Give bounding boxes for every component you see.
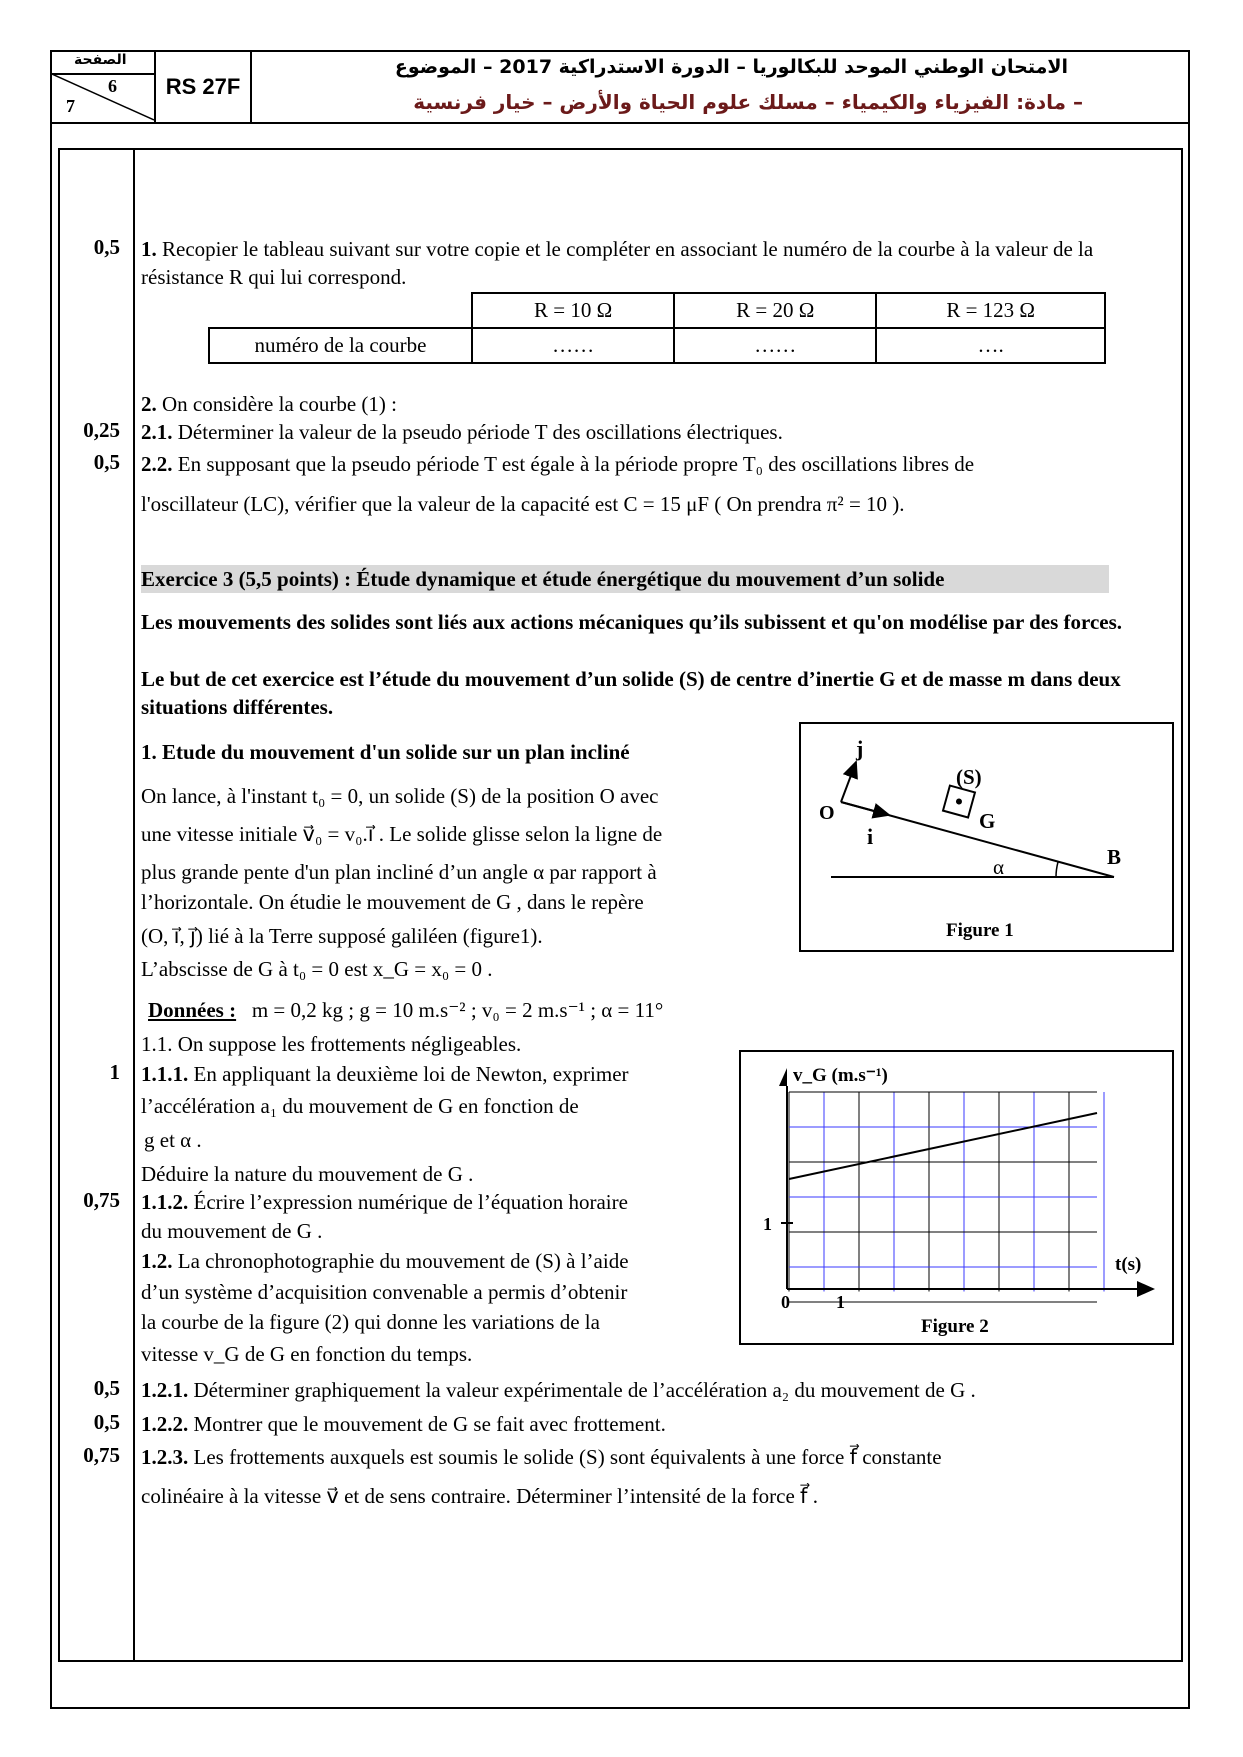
j-vector-arrow — [841, 762, 856, 802]
label-S: (S) — [956, 765, 982, 789]
page-total: 7 — [66, 96, 75, 116]
part-1-line: L’abscisse de G à t₀ = 0 est x_G = x₀ = 0 . — [141, 957, 493, 981]
figure-2 — [739, 1050, 1174, 1345]
question-2-2-line2: l'oscillateur (LC), vérifier que la valeur de la capacité est C = 15 μF ( On prendra π² = 10 ). — [141, 492, 905, 516]
page-number: 6 — [108, 76, 117, 96]
exercise-3-intro-1: Les mouvements des solides sont liés aux actions mécaniques qu’ils subissent et qu'on modélise par des forces. — [141, 610, 1123, 634]
chart-grid — [789, 1092, 1104, 1302]
question-1 — [141, 235, 1161, 291]
part-1-line: plus grande pente d'un plan incliné d’un angle α par rapport à — [141, 860, 657, 884]
solid-s-block — [943, 786, 975, 818]
page-label: الصفحة — [74, 52, 127, 68]
label-G: G — [979, 809, 996, 833]
points-q112: 0,75 — [83, 1188, 120, 1212]
question-2-1 — [141, 418, 783, 446]
question-text: Recopier le tableau suivant sur votre copie et le compléter en associant le numéro de la courbe à la valeur de la résistance R qui lui correspond. — [141, 237, 1094, 289]
question-number: 2. — [141, 392, 157, 416]
label-j: j⃗ — [856, 736, 881, 761]
points-q122: 0,5 — [93, 1410, 120, 1434]
question-1-1-2 — [141, 1188, 628, 1216]
label-i: i⃗ — [867, 824, 891, 849]
velocity-line — [789, 1113, 1097, 1179]
question-line: d’un système d’acquisition convenable a permis d’obtenir — [141, 1280, 628, 1304]
question-text: Déterminer graphiquement la valeur expérimentale de l’accélération a₂ du mouvement de G . — [193, 1378, 976, 1402]
donnees-label: Données : — [148, 998, 237, 1022]
question-text: Déterminer la valeur de la pseudo période T des oscillations électriques. — [177, 420, 783, 444]
question-1-2 — [141, 1247, 629, 1275]
part-1-line: (O, i⃗, j⃗) lié à la Terre supposé galiléen (figure1). — [141, 924, 543, 948]
table-header: R = 123 Ω — [876, 293, 1105, 328]
question-number: 2.1. — [141, 420, 173, 444]
points-q123: 0,75 — [83, 1443, 120, 1467]
question-line: Déduire la nature du mouvement de G . — [141, 1162, 474, 1186]
i-vector-arrow — [841, 802, 889, 815]
donnees-values: m = 0,2 kg ; g = 10 m.s⁻² ; v₀ = 2 m.s⁻¹ ; α = 11° — [251, 998, 664, 1022]
question-number: 1.2. — [141, 1249, 173, 1273]
question-1-1-intro: 1.1. On suppose les frottements négligeables. — [141, 1032, 522, 1056]
part-1-title: 1. Etude du mouvement d'un solide sur un plan incliné — [141, 740, 630, 764]
points-q21: 0,25 — [83, 418, 120, 442]
points-q1: 0,5 — [93, 235, 120, 259]
page-header — [50, 50, 1190, 124]
inclined-plane-diagram — [801, 724, 1172, 950]
question-text: Les frottements auxquels est soumis le solide (S) sont équivalents à une force f⃗ constante — [193, 1445, 942, 1469]
question-2 — [141, 390, 397, 418]
question-line: du mouvement de G . — [141, 1219, 323, 1243]
question-line: la courbe de la figure (2) qui donne les variations de la — [141, 1310, 600, 1334]
question-number: 1.2.1. — [141, 1378, 189, 1402]
page-number-box — [52, 52, 156, 122]
points-q22: 0,5 — [93, 450, 120, 474]
question-1-2-1 — [141, 1376, 976, 1404]
part-1-line: une vitesse initiale v⃗₀ = v₀.i⃗ . Le solide glisse selon la ligne de — [141, 822, 663, 846]
question-line: g et α . — [144, 1128, 202, 1152]
x-tick-label: 1 — [836, 1292, 845, 1312]
question-text: En supposant que la pseudo période T est égale à la période propre T₀ des oscillations libres de — [177, 452, 975, 476]
part-1-line: l’horizontale. On étudie le mouvement de G , dans le repère — [141, 890, 644, 914]
question-number: 1.1.1. — [141, 1062, 189, 1086]
question-text: La chronophotographie du mouvement de (S) à l’aide — [177, 1249, 629, 1273]
question-text: Montrer que le mouvement de G se fait avec frottement. — [193, 1412, 666, 1436]
label-alpha: α — [993, 855, 1005, 879]
part-1-line: On lance, à l'instant t₀ = 0, un solide (S) de la position O avec — [141, 784, 659, 808]
table-header: R = 20 Ω — [674, 293, 876, 328]
question-number: 1. — [141, 237, 157, 261]
table-row-label: numéro de la courbe — [209, 328, 472, 363]
exam-subject: – مادة: الفيزياء والكيمياء – مسلك علوم الحياة والأرض – خيار فرنسية — [413, 90, 1083, 114]
points-column-divider — [133, 148, 135, 1662]
y-axis-label: v_G (m.s⁻¹) — [793, 1065, 888, 1086]
label-B: B — [1107, 845, 1122, 869]
label-O: O — [819, 802, 835, 824]
question-number: 1.2.3. — [141, 1445, 189, 1469]
table-empty-corner — [209, 293, 472, 328]
question-line: vitesse v_G de G en fonction du temps. — [141, 1342, 473, 1366]
question-line: l’accélération a₁ du mouvement de G en fonction de — [141, 1094, 579, 1118]
figure-2-caption: Figure 2 — [921, 1316, 989, 1337]
exam-title: الامتحان الوطني الموحد للبكالوريا – الدورة الاستدراكية 2017 – الموضوع — [394, 56, 1068, 78]
origin-label: 0 — [781, 1292, 790, 1312]
exercise-3-title: Exercice 3 (5,5 points) : Étude dynamique et étude énergétique du mouvement d’un solide — [141, 565, 1109, 593]
table-cell: …. — [876, 328, 1105, 363]
question-1-2-3 — [141, 1443, 942, 1471]
y-tick-label: 1 — [763, 1214, 772, 1234]
question-number: 2.2. — [141, 452, 173, 476]
exam-code: RS 27F — [156, 52, 252, 122]
donnees — [148, 996, 663, 1024]
points-q111: 1 — [109, 1060, 120, 1084]
table-cell: …… — [674, 328, 876, 363]
figure-1-caption: Figure 1 — [946, 920, 1014, 941]
exercise-3-intro-2: Le but de cet exercice est l’étude du mouvement d’un solide (S) de centre d’inertie G et de masse m dans deux situations différentes. — [141, 667, 1121, 719]
velocity-time-chart — [741, 1052, 1172, 1343]
question-number: 1.2.2. — [141, 1412, 189, 1436]
question-1-1-1 — [141, 1060, 629, 1088]
points-q121: 0,5 — [93, 1376, 120, 1400]
table-header: R = 10 Ω — [472, 293, 674, 328]
resistance-table — [208, 292, 1106, 364]
table-cell: …… — [472, 328, 674, 363]
figure-1 — [799, 722, 1174, 952]
question-text: En appliquant la deuxième loi de Newton, exprimer — [193, 1062, 629, 1086]
question-1-2-2 — [141, 1410, 666, 1438]
x-axis-label: t(s) — [1115, 1254, 1142, 1275]
question-text: Écrire l’expression numérique de l’équation horaire — [193, 1190, 628, 1214]
question-number: 1.1.2. — [141, 1190, 189, 1214]
question-2-2 — [141, 450, 974, 478]
question-text: On considère la courbe (1) : — [162, 392, 397, 416]
question-line: colinéaire à la vitesse v⃗ et de sens contraire. Déterminer l’intensité de la force f⃗ . — [141, 1484, 818, 1508]
angle-arc — [1056, 862, 1058, 877]
